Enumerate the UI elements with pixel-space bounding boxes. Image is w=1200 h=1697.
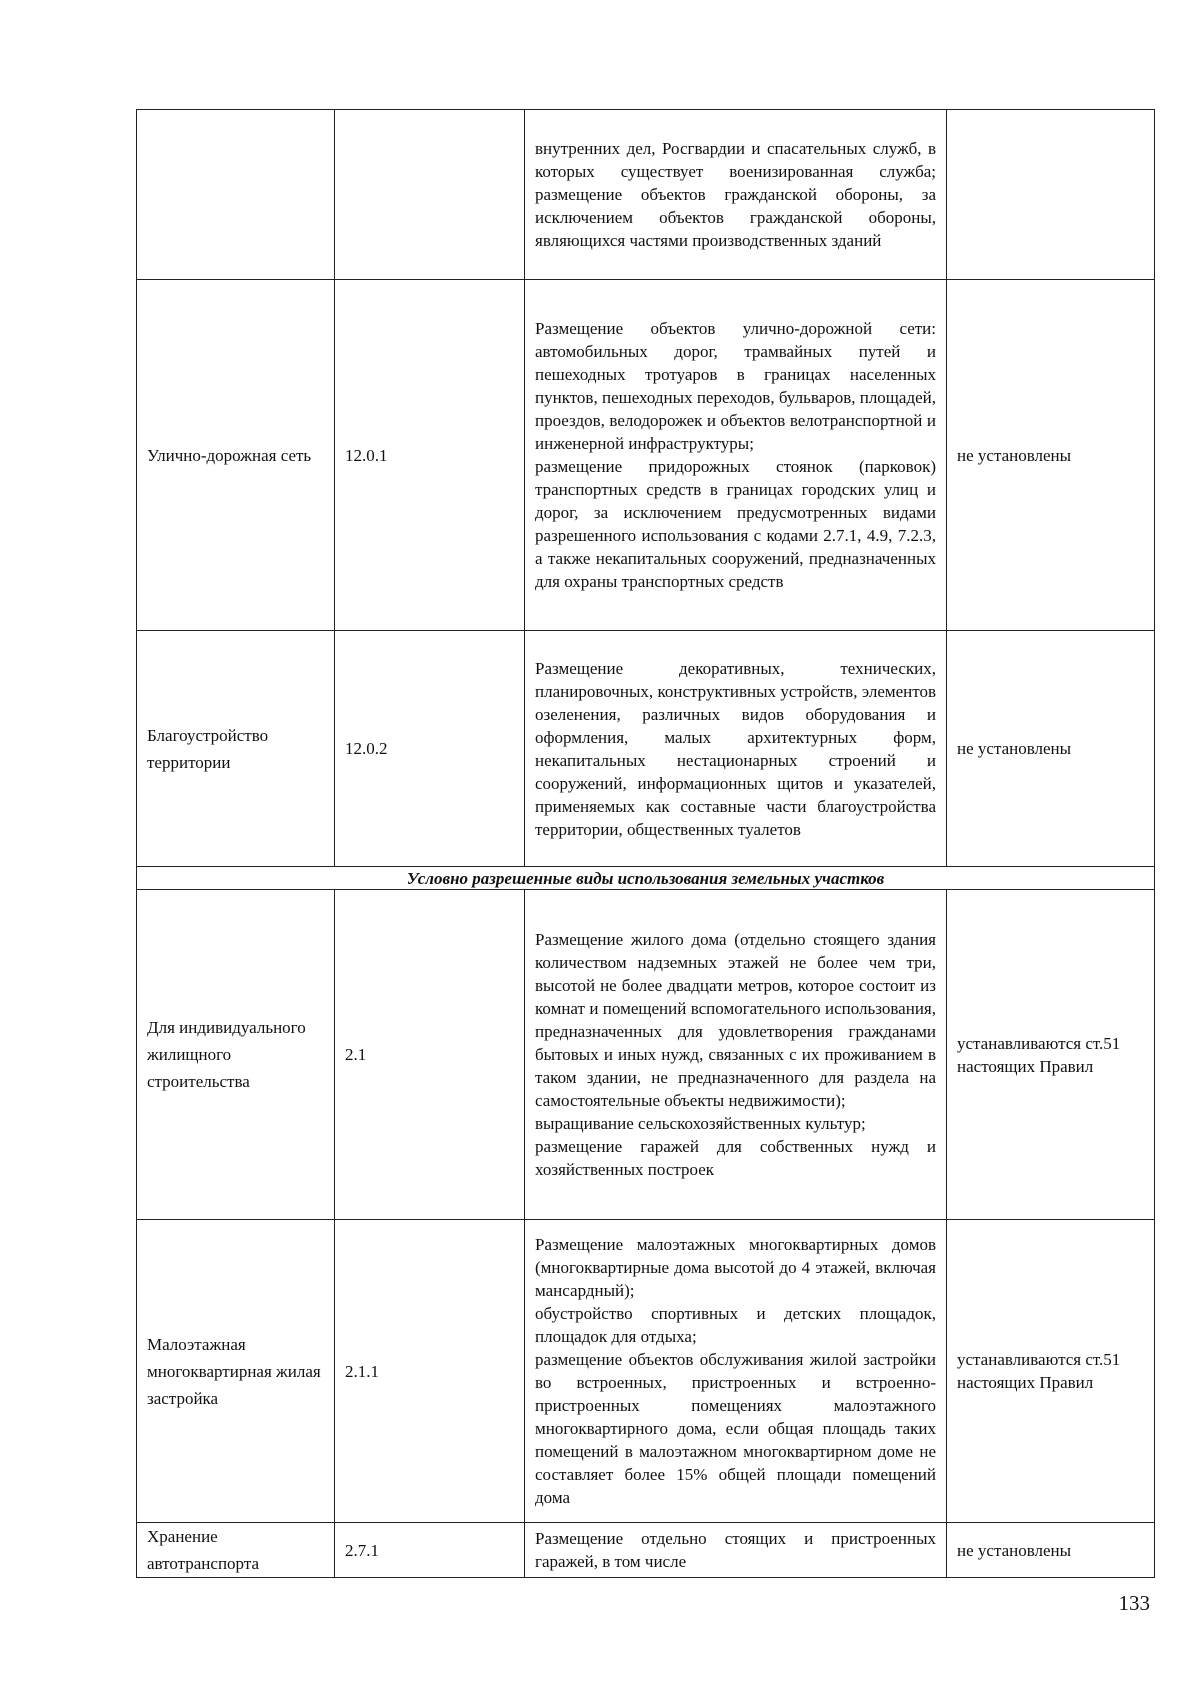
land-use-params: устанавливаются ст.51 настоящих Правил [947,890,1155,1220]
description-paragraph: размещение придорожных стоянок (парковок) транспортных средств в границах городских улиц и дорог, за исключением предусмотренных видами разрешенного использования с кодами 2.7.1, 4.9, 7.2.3, а также некапитальных сооружений, предназначенных для охраны транспортных средств [535,457,936,591]
land-use-code [335,110,525,280]
land-use-params [947,110,1155,280]
description-paragraph: Размещение жилого дома (отдельно стоящего здания количеством надземных этажей не более чем три, высотой не более двадцати метров, которое состоит из комнат и помещений вспомогательного использования, предназначенных для удовлетворения гражданами бытовых и иных нужд, связанных с их проживанием в таком здании, не предназначенного для раздела на самостоятельные объекты недвижимости); [535,930,936,1110]
land-use-name [137,110,335,280]
description-paragraph: Размещение отдельно стоящих и пристроенных гаражей, в том числе [535,1529,936,1571]
description-paragraph: Размещение малоэтажных многоквартирных домов (многоквартирные дома высотой до 4 этажей, включая мансардный); [535,1235,936,1300]
section-title: Условно разрешенные виды использования земельных участков [137,867,1155,890]
table-row [137,631,1155,867]
table-body [137,110,1155,1578]
land-use-table [136,109,1155,1578]
land-use-params: не установлены [947,631,1155,867]
description-paragraph: выращивание сельскохозяйственных культур; [535,1114,866,1133]
land-use-code: 2.7.1 [335,1523,525,1578]
table-row [137,1523,1155,1578]
table-row [137,280,1155,631]
section-row [137,867,1155,890]
land-use-params: не установлены [947,1523,1155,1578]
land-use-description [525,280,947,631]
land-use-params: не установлены [947,280,1155,631]
land-use-name: Благоустройство территории [137,631,335,867]
table-row [137,1220,1155,1523]
land-use-name: Улично-дорожная сеть [137,280,335,631]
description-paragraph: Размещение декоративных, технических, планировочных, конструктивных устройств, элементов озеленения, различных видов оборудования и оформления, малых архитектурных форм, некапитальных нестационарных строений и сооружений, информационных щитов и указателей, применяемых как составные части благоустройства территории, общественных туалетов [535,658,936,839]
description-paragraph: внутренних дел, Росгвардии и спасательных служб, в которых существует военизированная служба; размещение объектов гражданской обороны, за исключением объектов гражданской обороны, являющихся частями производственных зданий [535,139,936,250]
description-paragraph: Размещение объектов улично-дорожной сети: автомобильных дорог, трамвайных путей и пешеходных тротуаров в границах населенных пунктов, пешеходных переходов, бульваров, площадей, проездов, велодорожек и объектов велотранспортной и инженерной инфраструктуры; [535,319,936,453]
table-row [137,110,1155,280]
page-number: 133 [1118,1591,1150,1615]
land-use-description [525,1523,947,1578]
land-use-code: 12.0.2 [335,631,525,867]
land-use-params: устанавливаются ст.51 настоящих Правил [947,1220,1155,1523]
description-paragraph: обустройство спортивных и детских площадок, площадок для отдыха; [535,1304,936,1346]
land-use-name: Хранение автотранспорта [137,1523,335,1578]
land-use-name: Для индивидуального жилищного строительства [137,890,335,1220]
land-use-code: 2.1.1 [335,1220,525,1523]
land-use-code: 12.0.1 [335,280,525,631]
land-use-description [525,890,947,1220]
land-use-code: 2.1 [335,890,525,1220]
land-use-description [525,110,947,280]
description-paragraph: размещение объектов обслуживания жилой застройки во встроенных, пристроенных и встроенно-пристроенных помещениях малоэтажного многоквартирного дома, если общая площадь таких помещений в малоэтажном многоквартирном доме не составляет более 15% общей площади помещений дома [535,1350,936,1507]
description-paragraph: размещение гаражей для собственных нужд и хозяйственных построек [535,1137,936,1179]
land-use-description [525,631,947,867]
land-use-name: Малоэтажная многоквартирная жилая застройка [137,1220,335,1523]
land-use-description [525,1220,947,1523]
table-row [137,890,1155,1220]
